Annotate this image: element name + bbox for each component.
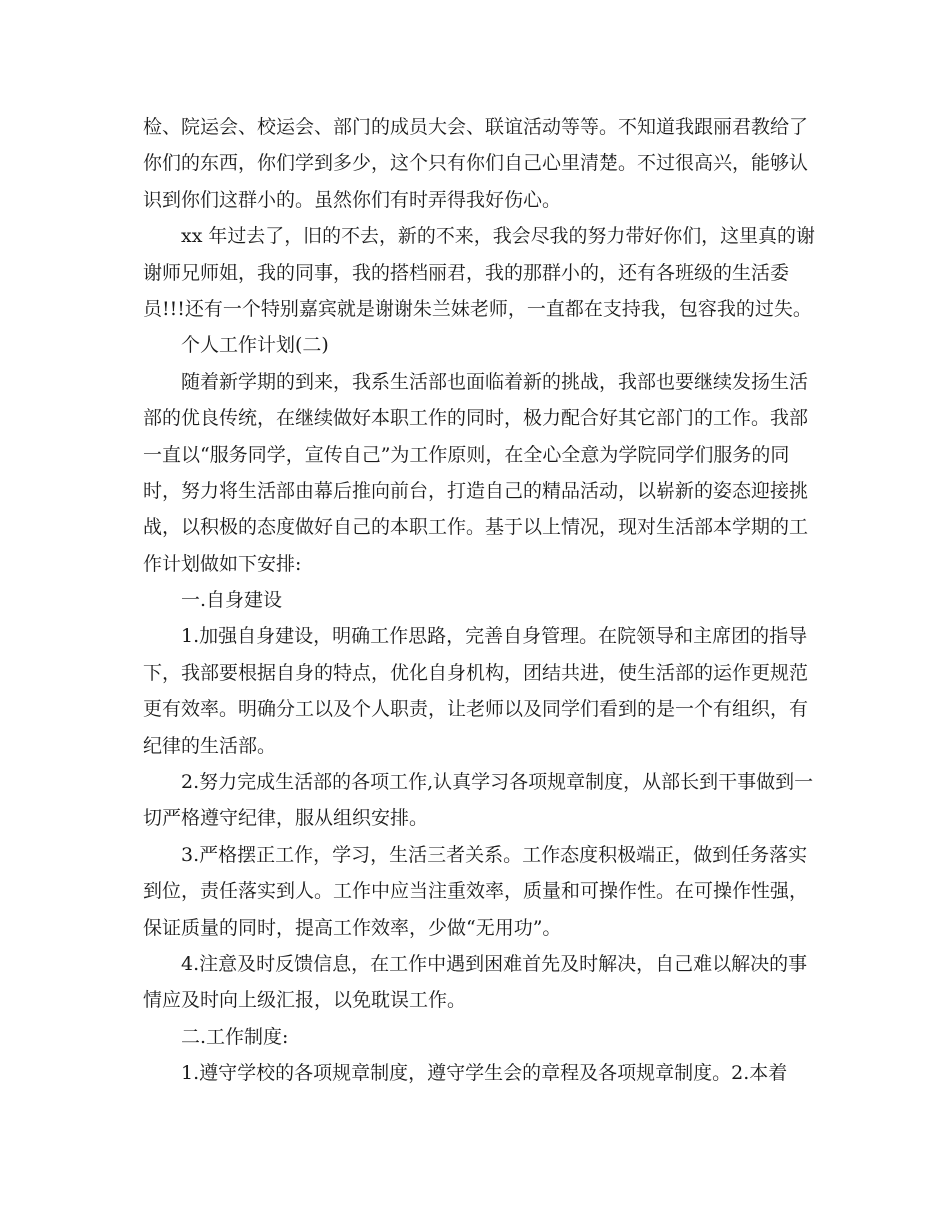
text-line: 部的优良传统，在继续做好本职工作的同时，极力配合好其它部门的工作。我部 [143,407,809,430]
text-line: 3.严格摆正工作，学习，生活三者关系。工作态度积极端正，做到任务落实 [181,843,808,866]
text-line: 切严格遵守纪律，服从组织安排。 [143,807,429,830]
text-line: 4.注意及时反馈信息，在工作中遇到困难首先及时解决，自己难以解决的事 [181,952,808,975]
section-heading: 二.工作制度: [181,1025,289,1048]
section-heading: 一.自身建设 [181,589,283,612]
text-line: 1.加强自身建设，明确工作思路，完善自身管理。在院领导和主席团的指导 [181,625,808,648]
text-line: 情应及时向上级汇报，以免耽误工作。 [143,989,467,1012]
text-line: 识到你们这群小的。虽然你们有时弄得我好伤心。 [143,188,562,211]
text-line: 2.努力完成生活部的各项工作,认真学习各项规章制度，从部长到干事做到一 [181,771,814,794]
text-line: 谢师兄师姐，我的同事，我的搭档丽君，我的那群小的，还有各班级的生活委 [143,261,790,284]
section-heading: 个人工作计划(二) [181,334,329,357]
text-line: 保证质量的同时，提高工作效率，少做“无用功”。 [143,916,562,939]
document-page [143,109,815,1092]
text-line: 你们的东西，你们学到多少，这个只有你们自己心里清楚。不过很高兴，能够认 [143,152,809,175]
text-line: 纪律的生活部。 [143,734,277,757]
text-line: 作计划做如下安排: [143,552,302,575]
text-line: 员!!!还有一个特别嘉宾就是谢谢朱兰妹老师，一直都在支持我，包容我的过失。 [143,297,812,320]
text-line: 检、院运会、校运会、部门的成员大会、联谊活动等等。不知道我跟丽君教给了 [143,116,809,138]
text-line: 一直以“服务同学，宣传自己”为工作原则，在全心全意为学院同学们服务的同 [143,443,790,466]
text-line: 随着新学期的到来，我系生活部也面临着新的挑战，我部也要继续发扬生活 [181,370,809,393]
text-line: 更有效率。明确分工以及个人职责，让老师以及同学们看到的是一个有组织，有 [143,698,809,721]
text-line: 战，以积极的态度做好自己的本职工作。基于以上情况，现对生活部本学期的工 [143,516,809,539]
text-line: 到位，责任落实到人。工作中应当注重效率，质量和可操作性。在可操作性强， [143,880,809,903]
text-line: xx 年过去了，旧的不去，新的不来，我会尽我的努力带好你们，这里真的谢 [181,225,815,248]
text-line: 时，努力将生活部由幕后推向前台，打造自己的精品活动，以崭新的姿态迎接挑 [143,479,809,502]
text-line: 1.遵守学校的各项规章制度，遵守学生会的章程及各项规章制度。2.本着 [181,1062,788,1085]
text-line: 下，我部要根据自身的特点，优化自身机构，团结共进，使生活部的运作更规范 [143,661,809,684]
